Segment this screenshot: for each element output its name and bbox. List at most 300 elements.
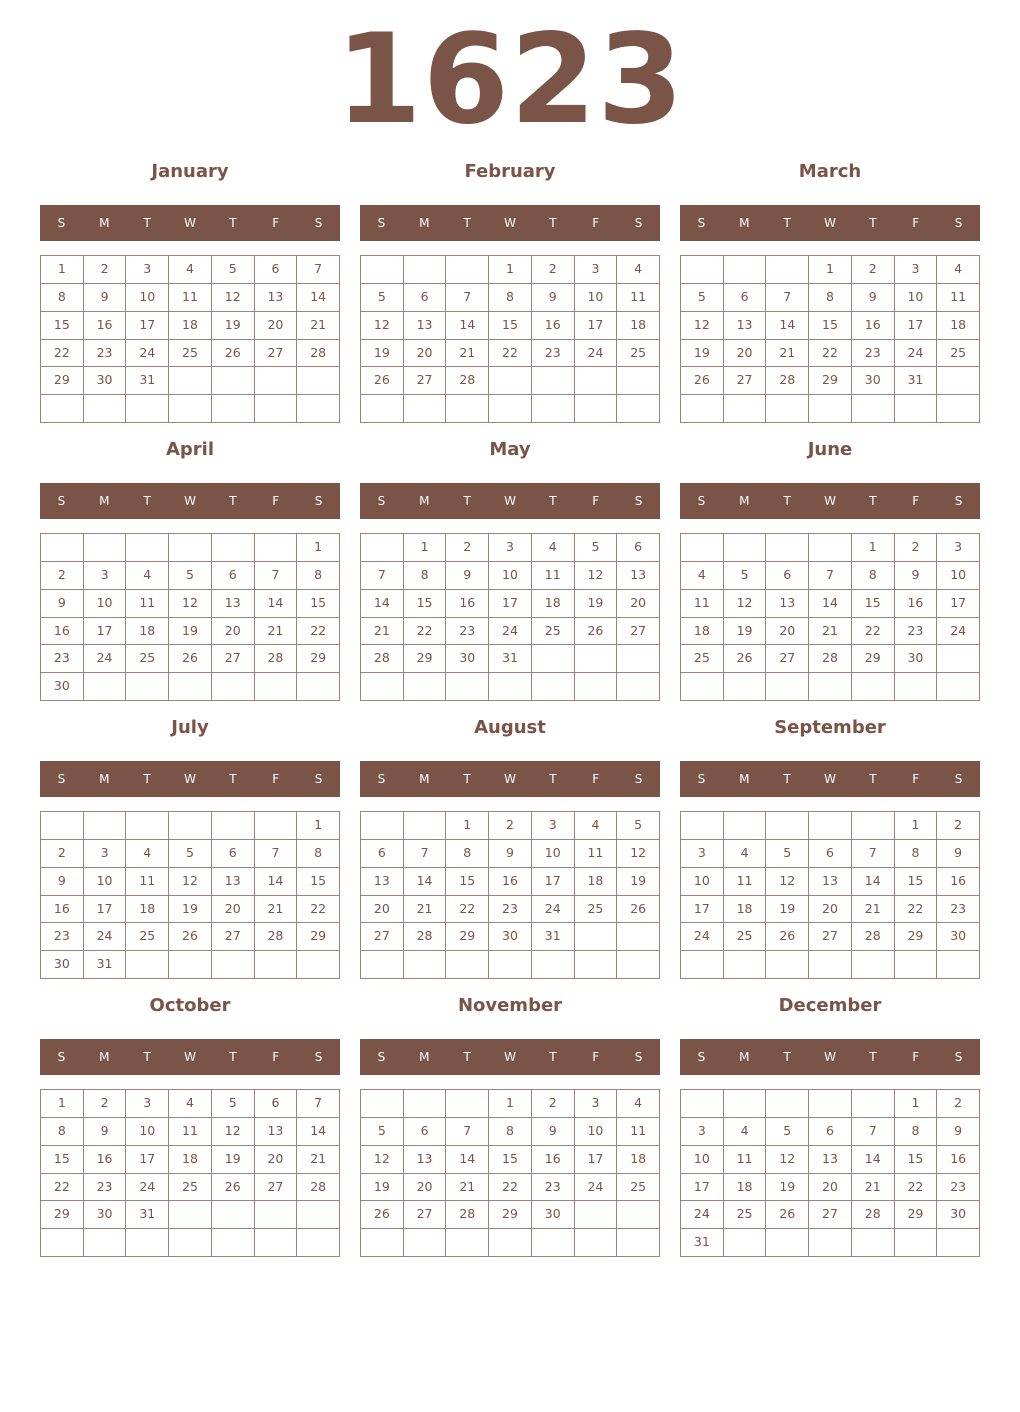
day-cell: 25 [126, 923, 169, 951]
day-cell: 6 [255, 1090, 298, 1118]
weekday-header [40, 483, 340, 519]
weekday-label: F [912, 772, 920, 786]
empty-cell [852, 951, 895, 979]
weekday-header [360, 483, 660, 519]
day-cell: 10 [489, 562, 532, 590]
empty-cell [255, 534, 298, 562]
weekday-header [680, 483, 980, 519]
empty-cell [404, 256, 447, 284]
day-cell: 12 [212, 284, 255, 312]
empty-cell [937, 395, 980, 423]
day-grid [680, 533, 980, 701]
day-cell: 27 [617, 618, 660, 646]
day-cell: 30 [41, 951, 84, 979]
day-cell: 7 [766, 284, 809, 312]
weekday-label: F [272, 216, 280, 230]
empty-cell [126, 534, 169, 562]
day-cell: 15 [446, 868, 489, 896]
day-cell: 17 [84, 618, 127, 646]
day-cell: 31 [681, 1229, 724, 1257]
weekday-label: M [99, 1050, 110, 1064]
day-cell: 20 [404, 340, 447, 368]
weekday-label: T [463, 772, 471, 786]
day-cell: 12 [361, 312, 404, 340]
empty-cell [532, 395, 575, 423]
empty-cell [169, 534, 212, 562]
day-cell: 8 [297, 840, 340, 868]
day-cell: 23 [41, 645, 84, 673]
weekday-label: S [634, 216, 643, 230]
day-cell: 25 [532, 618, 575, 646]
day-cell: 29 [489, 1201, 532, 1229]
day-cell: 4 [617, 1090, 660, 1118]
day-cell: 23 [532, 340, 575, 368]
day-cell: 9 [446, 562, 489, 590]
day-cell: 21 [255, 618, 298, 646]
empty-cell [126, 951, 169, 979]
month-name: August [474, 717, 546, 738]
day-cell: 8 [41, 1118, 84, 1146]
weekday-label: S [634, 494, 643, 508]
day-cell: 16 [84, 1146, 127, 1174]
day-cell: 21 [446, 340, 489, 368]
day-cell: 25 [681, 645, 724, 673]
day-cell: 14 [446, 312, 489, 340]
day-cell: 7 [404, 840, 447, 868]
day-cell: 24 [575, 340, 618, 368]
day-cell: 3 [575, 1090, 618, 1118]
day-cell: 26 [575, 618, 618, 646]
empty-cell [617, 923, 660, 951]
day-grid [40, 1089, 340, 1257]
day-cell: 20 [255, 312, 298, 340]
weekday-label: S [697, 1050, 706, 1064]
day-cell: 22 [297, 896, 340, 924]
weekday-label: M [99, 772, 110, 786]
weekday-label: T [463, 1050, 471, 1064]
empty-cell [766, 951, 809, 979]
day-cell: 8 [404, 562, 447, 590]
day-cell: 20 [724, 340, 767, 368]
day-cell: 9 [895, 562, 938, 590]
empty-cell [446, 395, 489, 423]
day-cell: 3 [84, 562, 127, 590]
empty-cell [169, 951, 212, 979]
day-cell: 17 [681, 896, 724, 924]
day-cell: 10 [575, 1118, 618, 1146]
day-cell: 16 [895, 590, 938, 618]
day-cell: 11 [617, 1118, 660, 1146]
day-cell: 19 [361, 340, 404, 368]
weekday-header [360, 1039, 660, 1075]
day-cell: 20 [617, 590, 660, 618]
day-cell: 2 [852, 256, 895, 284]
empty-cell [895, 395, 938, 423]
day-cell: 18 [169, 1146, 212, 1174]
weekday-header [40, 1039, 340, 1075]
day-cell: 3 [126, 1090, 169, 1118]
day-cell: 4 [169, 256, 212, 284]
day-cell: 5 [361, 284, 404, 312]
day-cell: 28 [809, 645, 852, 673]
empty-cell [575, 1201, 618, 1229]
day-cell: 1 [404, 534, 447, 562]
day-cell: 8 [41, 284, 84, 312]
empty-cell [404, 812, 447, 840]
empty-cell [575, 395, 618, 423]
day-cell: 7 [297, 1090, 340, 1118]
empty-cell [446, 1090, 489, 1118]
weekday-label: F [592, 772, 600, 786]
day-cell: 8 [852, 562, 895, 590]
empty-cell [84, 395, 127, 423]
weekday-label: S [314, 216, 323, 230]
day-cell: 21 [809, 618, 852, 646]
weekday-label: W [184, 772, 196, 786]
day-cell: 19 [169, 896, 212, 924]
day-cell: 21 [297, 1146, 340, 1174]
day-cell: 18 [724, 1174, 767, 1202]
empty-cell [489, 395, 532, 423]
day-cell: 1 [41, 1090, 84, 1118]
day-cell: 13 [255, 284, 298, 312]
weekday-label: M [419, 772, 430, 786]
empty-cell [766, 256, 809, 284]
day-cell: 16 [532, 1146, 575, 1174]
weekday-label: S [57, 772, 66, 786]
day-cell: 30 [937, 923, 980, 951]
day-cell: 15 [809, 312, 852, 340]
empty-cell [446, 673, 489, 701]
day-cell: 6 [617, 534, 660, 562]
day-cell: 3 [575, 256, 618, 284]
weekday-label: W [184, 1050, 196, 1064]
day-grid [360, 255, 660, 423]
day-cell: 19 [212, 312, 255, 340]
day-cell: 24 [84, 645, 127, 673]
day-cell: 10 [937, 562, 980, 590]
weekday-label: S [57, 494, 66, 508]
empty-cell [809, 1229, 852, 1257]
weekday-label: F [912, 494, 920, 508]
empty-cell [809, 673, 852, 701]
day-cell: 18 [724, 896, 767, 924]
day-cell: 1 [297, 812, 340, 840]
weekday-label: T [463, 494, 471, 508]
day-cell: 30 [937, 1201, 980, 1229]
day-cell: 9 [937, 1118, 980, 1146]
weekday-label: T [229, 1050, 237, 1064]
day-cell: 28 [446, 367, 489, 395]
day-cell: 2 [446, 534, 489, 562]
empty-cell [489, 951, 532, 979]
day-cell: 17 [126, 312, 169, 340]
day-cell: 5 [681, 284, 724, 312]
empty-cell [575, 367, 618, 395]
empty-cell [361, 1090, 404, 1118]
empty-cell [532, 367, 575, 395]
day-cell: 29 [404, 645, 447, 673]
day-cell: 1 [809, 256, 852, 284]
day-cell: 9 [41, 590, 84, 618]
month-name: May [489, 439, 531, 460]
day-cell: 26 [169, 923, 212, 951]
weekday-label: T [869, 1050, 877, 1064]
day-cell: 29 [297, 645, 340, 673]
day-cell: 21 [361, 618, 404, 646]
day-cell: 27 [361, 923, 404, 951]
day-cell: 25 [169, 340, 212, 368]
day-cell: 10 [532, 840, 575, 868]
day-cell: 12 [212, 1118, 255, 1146]
day-cell: 1 [895, 1090, 938, 1118]
day-cell: 23 [895, 618, 938, 646]
day-cell: 12 [681, 312, 724, 340]
day-cell: 17 [575, 312, 618, 340]
day-cell: 11 [681, 590, 724, 618]
weekday-label: T [229, 494, 237, 508]
weekday-label: S [697, 494, 706, 508]
day-cell: 30 [446, 645, 489, 673]
day-cell: 25 [724, 923, 767, 951]
day-cell: 4 [724, 840, 767, 868]
day-cell: 31 [895, 367, 938, 395]
day-grid [360, 811, 660, 979]
day-cell: 12 [169, 868, 212, 896]
day-cell: 30 [41, 673, 84, 701]
day-cell: 29 [41, 367, 84, 395]
day-cell: 20 [809, 1174, 852, 1202]
day-cell: 3 [937, 534, 980, 562]
empty-cell [41, 1229, 84, 1257]
day-cell: 5 [169, 562, 212, 590]
day-cell: 24 [126, 340, 169, 368]
day-cell: 29 [809, 367, 852, 395]
day-cell: 24 [937, 618, 980, 646]
day-cell: 26 [724, 645, 767, 673]
day-cell: 8 [895, 1118, 938, 1146]
day-cell: 9 [532, 284, 575, 312]
weekday-label: S [954, 494, 963, 508]
day-cell: 7 [297, 256, 340, 284]
day-cell: 26 [766, 1201, 809, 1229]
weekday-label: S [377, 494, 386, 508]
empty-cell [361, 812, 404, 840]
day-cell: 17 [575, 1146, 618, 1174]
empty-cell [255, 673, 298, 701]
empty-cell [126, 812, 169, 840]
day-cell: 29 [41, 1201, 84, 1229]
empty-cell [212, 951, 255, 979]
empty-cell [724, 1090, 767, 1118]
day-cell: 2 [532, 1090, 575, 1118]
empty-cell [852, 1229, 895, 1257]
weekday-label: W [824, 216, 836, 230]
weekday-label: F [912, 1050, 920, 1064]
month-name: January [151, 161, 229, 182]
empty-cell [41, 395, 84, 423]
day-cell: 13 [766, 590, 809, 618]
day-cell: 23 [532, 1174, 575, 1202]
day-cell: 7 [255, 840, 298, 868]
empty-cell [724, 812, 767, 840]
day-cell: 4 [681, 562, 724, 590]
day-cell: 27 [404, 367, 447, 395]
weekday-header [680, 761, 980, 797]
day-cell: 4 [126, 840, 169, 868]
weekday-label: T [229, 772, 237, 786]
day-cell: 24 [126, 1174, 169, 1202]
day-cell: 6 [724, 284, 767, 312]
day-cell: 24 [575, 1174, 618, 1202]
weekday-label: S [954, 216, 963, 230]
empty-cell [361, 951, 404, 979]
day-cell: 20 [255, 1146, 298, 1174]
empty-cell [446, 256, 489, 284]
day-cell: 9 [41, 868, 84, 896]
empty-cell [255, 1201, 298, 1229]
day-cell: 3 [489, 534, 532, 562]
weekday-label: W [504, 216, 516, 230]
empty-cell [766, 395, 809, 423]
day-cell: 15 [41, 1146, 84, 1174]
day-cell: 18 [126, 618, 169, 646]
empty-cell [766, 1229, 809, 1257]
weekday-label: T [549, 1050, 557, 1064]
day-cell: 2 [937, 812, 980, 840]
day-cell: 29 [297, 923, 340, 951]
day-cell: 23 [852, 340, 895, 368]
day-grid [680, 1089, 980, 1257]
day-cell: 22 [852, 618, 895, 646]
day-cell: 17 [489, 590, 532, 618]
empty-cell [852, 1090, 895, 1118]
empty-cell [212, 534, 255, 562]
day-cell: 5 [212, 1090, 255, 1118]
day-cell: 11 [126, 590, 169, 618]
day-cell: 7 [852, 1118, 895, 1146]
empty-cell [617, 645, 660, 673]
day-cell: 15 [297, 868, 340, 896]
day-cell: 23 [84, 340, 127, 368]
weekday-label: S [697, 772, 706, 786]
day-cell: 24 [681, 923, 724, 951]
day-cell: 22 [895, 1174, 938, 1202]
empty-cell [766, 812, 809, 840]
weekday-label: T [143, 216, 151, 230]
day-cell: 2 [895, 534, 938, 562]
day-cell: 23 [937, 1174, 980, 1202]
day-cell: 1 [446, 812, 489, 840]
empty-cell [41, 534, 84, 562]
day-cell: 23 [937, 896, 980, 924]
weekday-label: S [377, 772, 386, 786]
weekday-label: T [869, 216, 877, 230]
day-cell: 24 [84, 923, 127, 951]
day-cell: 22 [446, 896, 489, 924]
day-cell: 8 [297, 562, 340, 590]
day-cell: 13 [212, 868, 255, 896]
day-cell: 5 [766, 840, 809, 868]
day-cell: 26 [361, 1201, 404, 1229]
empty-cell [532, 673, 575, 701]
day-cell: 7 [255, 562, 298, 590]
weekday-header [680, 205, 980, 241]
empty-cell [169, 1229, 212, 1257]
empty-cell [489, 1229, 532, 1257]
day-cell: 26 [212, 340, 255, 368]
weekday-label: M [739, 216, 750, 230]
day-cell: 2 [41, 562, 84, 590]
day-cell: 27 [809, 923, 852, 951]
empty-cell [84, 534, 127, 562]
weekday-label: T [549, 494, 557, 508]
empty-cell [937, 951, 980, 979]
day-cell: 2 [937, 1090, 980, 1118]
weekday-label: M [99, 216, 110, 230]
day-cell: 14 [255, 590, 298, 618]
empty-cell [41, 812, 84, 840]
day-cell: 17 [532, 868, 575, 896]
empty-cell [809, 951, 852, 979]
weekday-header [360, 205, 660, 241]
empty-cell [255, 812, 298, 840]
day-cell: 20 [361, 896, 404, 924]
day-cell: 27 [404, 1201, 447, 1229]
empty-cell [255, 951, 298, 979]
day-cell: 18 [617, 312, 660, 340]
day-cell: 12 [724, 590, 767, 618]
day-cell: 21 [852, 896, 895, 924]
empty-cell [84, 673, 127, 701]
day-cell: 2 [84, 1090, 127, 1118]
weekday-label: T [783, 1050, 791, 1064]
day-cell: 25 [169, 1174, 212, 1202]
empty-cell [895, 951, 938, 979]
day-cell: 8 [489, 1118, 532, 1146]
empty-cell [766, 1090, 809, 1118]
day-cell: 7 [809, 562, 852, 590]
day-cell: 2 [84, 256, 127, 284]
weekday-label: F [272, 772, 280, 786]
empty-cell [212, 395, 255, 423]
empty-cell [617, 395, 660, 423]
day-cell: 8 [895, 840, 938, 868]
empty-cell [724, 534, 767, 562]
day-cell: 13 [809, 1146, 852, 1174]
day-cell: 21 [255, 896, 298, 924]
day-cell: 12 [766, 1146, 809, 1174]
empty-cell [297, 1201, 340, 1229]
empty-cell [446, 951, 489, 979]
day-cell: 23 [41, 923, 84, 951]
weekday-label: T [869, 772, 877, 786]
day-cell: 31 [126, 1201, 169, 1229]
day-cell: 31 [84, 951, 127, 979]
empty-cell [766, 673, 809, 701]
day-cell: 24 [489, 618, 532, 646]
weekday-label: S [954, 1050, 963, 1064]
day-cell: 10 [84, 868, 127, 896]
day-cell: 5 [575, 534, 618, 562]
day-cell: 3 [895, 256, 938, 284]
day-cell: 11 [169, 1118, 212, 1146]
empty-cell [361, 256, 404, 284]
weekday-label: M [739, 1050, 750, 1064]
day-cell: 1 [297, 534, 340, 562]
day-cell: 17 [126, 1146, 169, 1174]
weekday-label: S [634, 772, 643, 786]
